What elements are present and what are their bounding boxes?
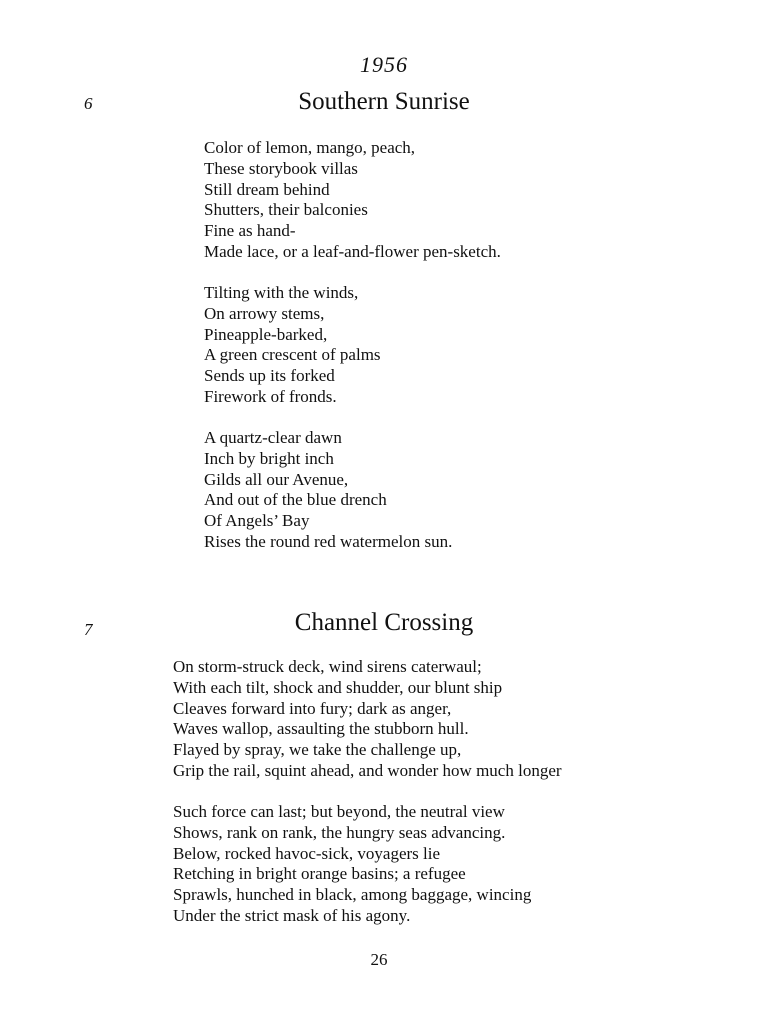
poem-number: 7 xyxy=(84,620,93,639)
stanza xyxy=(204,428,452,553)
poem-line: Such force can last; but beyond, the neutral view xyxy=(173,802,505,821)
poem-line: Cleaves forward into fury; dark as anger, xyxy=(173,698,452,718)
poem-line: With each tilt, shock and shudder, our blunt ship xyxy=(173,677,503,697)
poem-line: Retching in bright orange basins; a refugee xyxy=(173,864,466,884)
poem-line: Still dream behind xyxy=(204,179,330,199)
poem-line: And out of the blue drench xyxy=(204,490,387,510)
poem-line: Grip the rail, squint ahead, and wonder how much longer xyxy=(173,760,562,780)
poem-line: A green crescent of palms xyxy=(204,345,381,365)
stanza xyxy=(204,138,501,263)
poem-line: Flayed by spray, we take the challenge up, xyxy=(173,740,462,760)
poem-title: Southern Sunrise xyxy=(298,88,470,115)
poem-line: Shutters, their balconies xyxy=(204,200,368,220)
poem-line: Made lace, or a leaf-and-flower pen-sketch. xyxy=(204,241,501,261)
poem-line: On storm-struck deck, wind sirens caterwaul; xyxy=(173,657,482,676)
poem-title: Channel Crossing xyxy=(294,609,474,636)
poem-line: Gilds all our Avenue, xyxy=(204,469,349,489)
stanza xyxy=(204,283,381,408)
poem-line: Color of lemon, mango, peach, xyxy=(204,138,416,157)
poem-line: Sends up its forked xyxy=(204,366,335,386)
year-heading: 1956 xyxy=(360,52,408,77)
poem-line: Inch by bright inch xyxy=(204,448,334,468)
poem-line: Waves wallop, assaulting the stubborn hull. xyxy=(173,719,469,739)
poem-line: Below, rocked havoc-sick, voyagers lie xyxy=(173,843,441,863)
poem-line: These storybook villas xyxy=(204,158,358,178)
poem-line: Firework of fronds. xyxy=(204,386,337,406)
page-number: 26 xyxy=(370,950,388,969)
stanza xyxy=(173,802,531,927)
poem-line: Rises the round red watermelon sun. xyxy=(204,531,453,551)
poem-number: 6 xyxy=(84,94,93,113)
poem-line: Sprawls, hunched in black, among baggage, wincing xyxy=(173,885,532,905)
poem-line: Tilting with the winds, xyxy=(204,283,359,302)
poem-line: On arrowy stems, xyxy=(204,303,325,323)
poem-line: Pineapple-barked, xyxy=(204,324,328,344)
poem-line: Fine as hand- xyxy=(204,221,296,241)
poem-line: Under the strict mask of his agony. xyxy=(173,905,411,925)
stanza xyxy=(173,657,562,782)
poem-line: Of Angels’ Bay xyxy=(204,511,310,531)
poem-line: A quartz-clear dawn xyxy=(204,428,342,447)
poem-line: Shows, rank on rank, the hungry seas advancing. xyxy=(173,822,506,842)
